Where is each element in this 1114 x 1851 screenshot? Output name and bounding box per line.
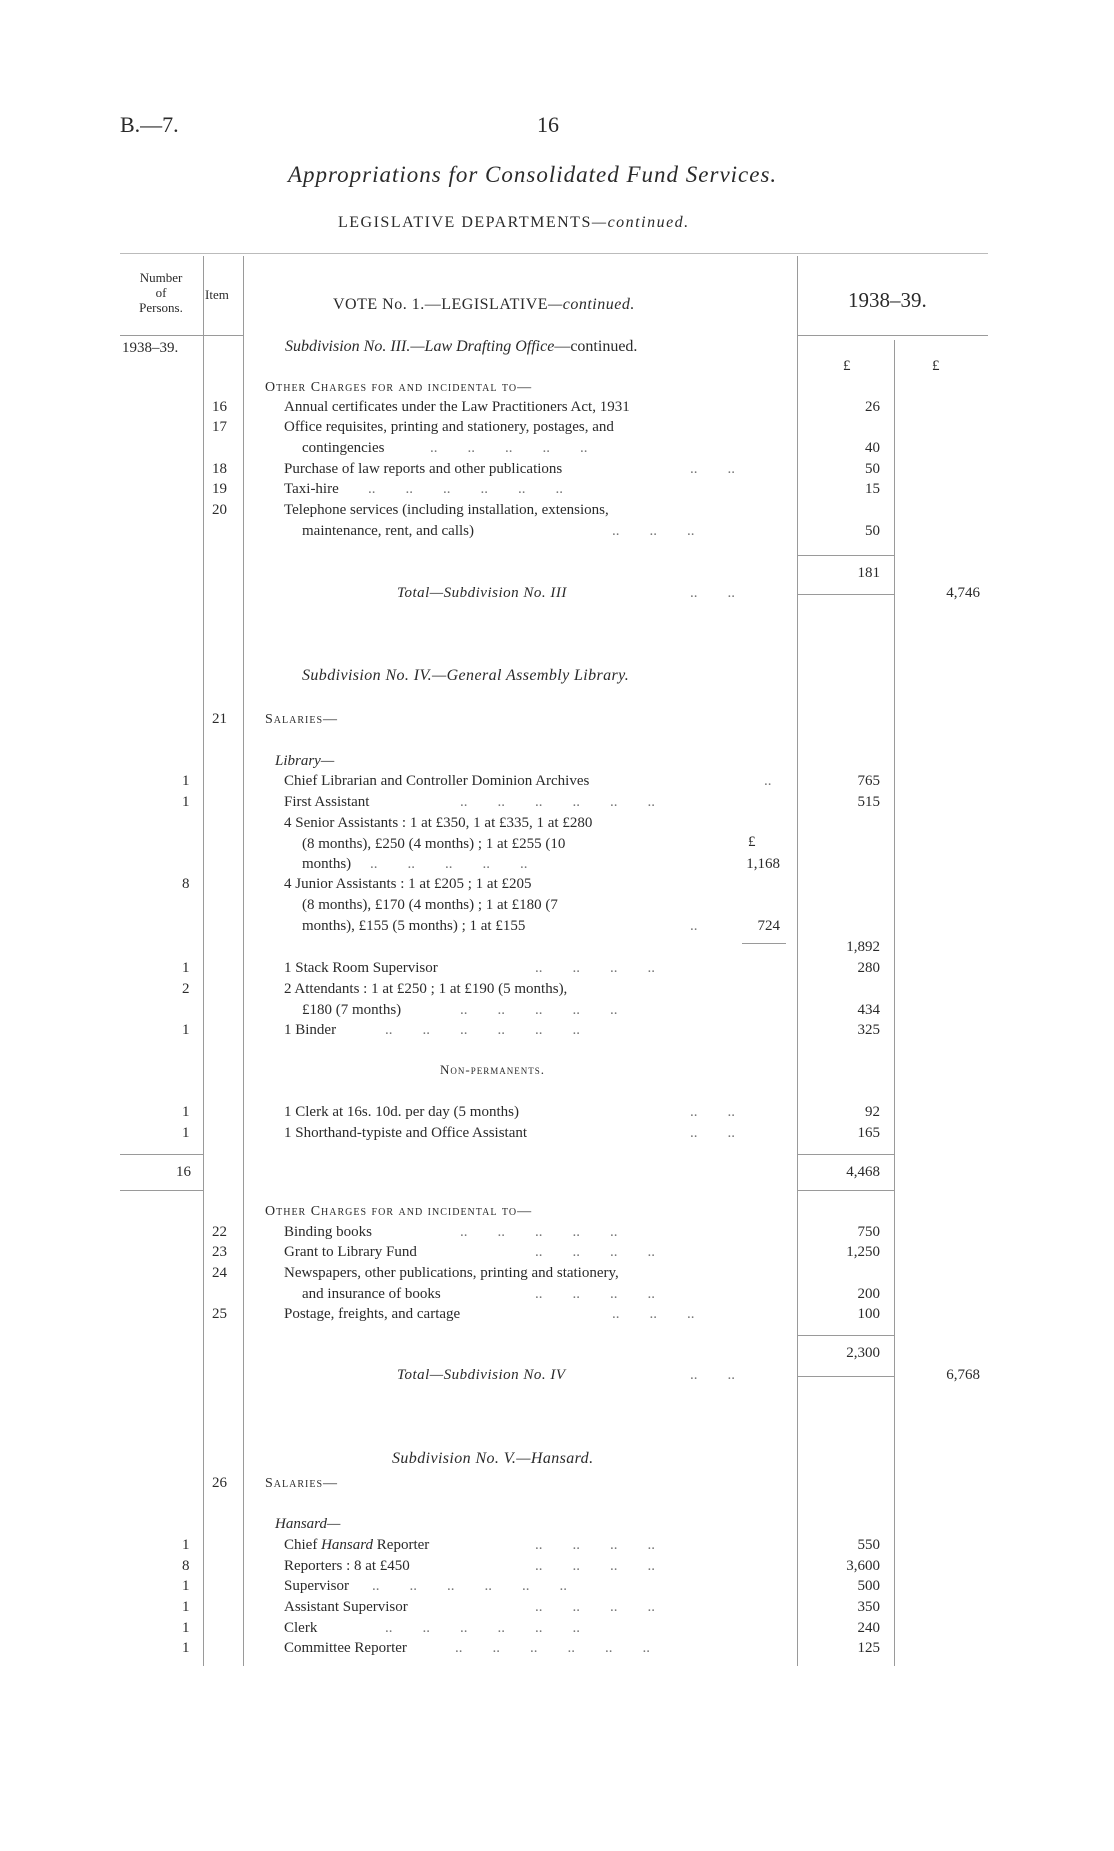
head-rule-left [120, 335, 243, 336]
amount-assistant-supervisor: 350 [857, 1599, 880, 1615]
vote-title: VOTE No. 1.—LEGISLATIVE—continued. [333, 296, 635, 313]
item-22: 22 [212, 1224, 227, 1240]
document-ref: B.—7. [120, 112, 179, 137]
sub3-line-17b: contingencies [302, 440, 385, 456]
sub3-total-label: Total—Subdivision No. III [397, 585, 567, 601]
leader-dots: .. .. [690, 585, 735, 601]
amount-16: 26 [865, 399, 880, 415]
amount-23: 1,250 [846, 1244, 880, 1260]
leader-dots: .. .. .. .. .. .. [385, 1620, 580, 1636]
sub5-heading: Subdivision No. V.—Hansard. [392, 1450, 594, 1467]
persons-reporters: 8 [182, 1558, 190, 1574]
amount-18: 50 [865, 461, 880, 477]
inner-junior: 724 [757, 918, 780, 934]
subtotal-rule [797, 1376, 894, 1377]
sub4-chief-librarian: Chief Librarian and Controller Dominion Archives [284, 773, 590, 789]
amount-supervisor: 500 [857, 1578, 880, 1594]
leader-dots: .. .. [690, 1125, 735, 1141]
inner-pound: £ [748, 834, 756, 850]
leader-dots: .. .. .. .. [535, 1599, 655, 1615]
leader-dots: .. [764, 773, 772, 789]
amount-column-rule [797, 256, 798, 1666]
page-number: 16 [537, 112, 559, 137]
sub4-stack-room: 1 Stack Room Supervisor [284, 960, 438, 976]
leader-dots: .. .. .. .. [535, 1537, 655, 1553]
persons-clerk: 1 [182, 1104, 190, 1120]
leader-dots: .. .. .. .. [535, 1286, 655, 1302]
leader-dots: .. .. .. .. .. .. [368, 481, 563, 497]
item-25: 25 [212, 1306, 227, 1322]
sub5-salaries: Salaries— [265, 1476, 339, 1491]
pound-col1: £ [843, 358, 851, 374]
item-20: 20 [212, 502, 227, 518]
persons-year: 1938–39. [122, 340, 179, 356]
sub4-grant: Grant to Library Fund [284, 1244, 417, 1260]
sub4-senior-a: 4 Senior Assistants : 1 at £350, 1 at £335, 1 at £280 [284, 815, 593, 831]
sub5-hansard: Hansard— [275, 1516, 341, 1532]
sub4-newspapers-b: and insurance of books [302, 1286, 441, 1302]
amount-20: 50 [865, 523, 880, 539]
sub3-subtotal: 181 [857, 565, 880, 581]
sub4-total-label: Total—Subdivision No. IV [397, 1367, 566, 1383]
persons-stack-room: 1 [182, 960, 190, 976]
sub3-line-19: Taxi-hire [284, 481, 339, 497]
item-17: 17 [212, 419, 227, 435]
sub4-first-assistant: First Assistant [284, 794, 370, 810]
item-column-rule [243, 256, 244, 1666]
persons-supervisor: 1 [182, 1578, 190, 1594]
total-column-rule [894, 340, 895, 1666]
sub5-reporters: Reporters : 8 at £450 [284, 1558, 410, 1574]
sub4-junior-b: (8 months), £170 (4 months) ; 1 at £180 (7 [302, 897, 558, 913]
persons-committee-reporter: 1 [182, 1640, 190, 1656]
head-rule-right [797, 335, 988, 336]
persons-total: 16 [176, 1164, 191, 1180]
amount-assistants: 1,892 [846, 939, 880, 955]
sub3-other-charges: Other Charges for and incidental to— [265, 380, 533, 395]
item-24: 24 [212, 1265, 227, 1281]
item-header: Item [205, 287, 229, 302]
leader-dots: .. .. .. .. .. [460, 1002, 618, 1018]
sub5-assistant-supervisor: Assistant Supervisor [284, 1599, 408, 1615]
leader-dots: .. .. .. .. .. .. [455, 1640, 650, 1656]
persons-column-rule [203, 256, 204, 1666]
sub4-salaries: Salaries— [265, 712, 339, 727]
sub4-other-charges: Other Charges for and incidental to— [265, 1204, 533, 1219]
amount-first-assistant: 515 [857, 794, 880, 810]
amount-19: 15 [865, 481, 880, 497]
persons-attendants: 2 [182, 981, 190, 997]
amount-typiste: 165 [857, 1125, 880, 1141]
leader-dots: .. .. .. .. .. [460, 1224, 618, 1240]
amount-22: 750 [857, 1224, 880, 1240]
page-title: Appropriations for Consolidated Fund Services. [288, 162, 778, 187]
leader-dots: .. .. .. .. .. .. [460, 794, 655, 810]
sub3-line-20a: Telephone services (including installation, extensions, [284, 502, 609, 518]
sub4-binding: Binding books [284, 1224, 372, 1240]
pound-col2: £ [932, 358, 940, 374]
persons-total-rule [120, 1190, 203, 1191]
persons-binder: 1 [182, 1022, 190, 1038]
item-19: 19 [212, 481, 227, 497]
section-continued: —continued. [591, 214, 690, 231]
leader-dots: .. .. [690, 461, 735, 477]
sub4-typiste: 1 Shorthand-typiste and Office Assistant [284, 1125, 528, 1141]
persons-chief-reporter: 1 [182, 1537, 190, 1553]
subtotal-rule [797, 594, 894, 595]
leader-dots: .. .. .. .. .. [370, 856, 528, 872]
sub3-line-16: Annual certificates under the Law Practitioners Act, 1931 [284, 399, 630, 415]
salaries-total-rule [797, 1154, 894, 1155]
leader-dots: .. .. .. .. .. .. [385, 1022, 580, 1038]
subtotal-rule [797, 1335, 894, 1336]
sub4-senior-c: months) [302, 856, 352, 872]
amount-24: 200 [857, 1286, 880, 1302]
section-title: LEGISLATIVE DEPARTMENTS [338, 214, 592, 231]
amount-committee-reporter: 125 [857, 1640, 880, 1656]
amount-stack-room: 280 [857, 960, 880, 976]
sub4-total: 6,768 [946, 1367, 980, 1383]
amount-25: 100 [857, 1306, 880, 1322]
sub5-clerk: Clerk [284, 1620, 318, 1636]
persons-typiste: 1 [182, 1125, 190, 1141]
amount-hansard-clerk: 240 [857, 1620, 880, 1636]
leader-dots: .. [690, 918, 698, 934]
persons-assistants: 8 [182, 876, 190, 892]
amount-binder: 325 [857, 1022, 880, 1038]
amount-chief-reporter: 550 [857, 1537, 880, 1553]
sub3-line-17a: Office requisites, printing and stationery, postages, and [284, 419, 614, 435]
sub4-junior-a: 4 Junior Assistants : 1 at £205 ; 1 at £205 [284, 876, 532, 892]
sub3-total: 4,746 [946, 585, 980, 601]
amount-clerk: 92 [865, 1104, 880, 1120]
persons-hansard-clerk: 1 [182, 1620, 190, 1636]
sub4-attendants-a: 2 Attendants : 1 at £250 ; 1 at £190 (5 months), [284, 981, 568, 997]
leader-dots: .. .. .. [612, 1306, 695, 1322]
sub3-line-20b: maintenance, rent, and calls) [302, 523, 475, 539]
sub4-attendants-b: £180 (7 months) [302, 1002, 402, 1018]
sub5-supervisor: Supervisor [284, 1578, 349, 1594]
persons-chief-librarian: 1 [182, 773, 190, 789]
sub4-clerk: 1 Clerk at 16s. 10d. per day (5 months) [284, 1104, 519, 1120]
sub4-senior-b: (8 months), £250 (4 months) ; 1 at £255 (10 [302, 836, 566, 852]
sub5-committee-reporter: Committee Reporter [284, 1640, 407, 1656]
sub4-library: Library— [275, 753, 335, 769]
inner-senior: 1,168 [746, 856, 780, 872]
leader-dots: .. .. .. .. [535, 1558, 655, 1574]
item-18: 18 [212, 461, 227, 477]
item-16: 16 [212, 399, 227, 415]
item-21: 21 [212, 711, 227, 727]
sub4-non-permanents: Non-permanents. [440, 1062, 545, 1077]
subtotal-rule [797, 555, 894, 556]
leader-dots: .. .. .. .. [535, 960, 655, 976]
amount-salaries-total: 4,468 [846, 1164, 880, 1180]
amount-17: 40 [865, 440, 880, 456]
sub4-junior-c: months), £155 (5 months) ; 1 at £155 [302, 918, 526, 934]
persons-assistant-supervisor: 1 [182, 1599, 190, 1615]
sub3-line-18: Purchase of law reports and other publications [284, 461, 563, 477]
leader-dots: .. .. .. [612, 523, 695, 539]
item-26: 26 [212, 1475, 227, 1491]
leader-dots: .. .. [690, 1367, 735, 1383]
leader-dots: .. .. .. .. .. [430, 440, 588, 456]
persons-header: Number of Persons. [139, 270, 183, 315]
sub4-subtotal: 2,300 [846, 1345, 880, 1361]
item-23: 23 [212, 1244, 227, 1260]
persons-total-rule [120, 1154, 203, 1155]
amount-attendants: 434 [857, 1002, 880, 1018]
table-top-rule [120, 253, 988, 254]
salaries-total-rule [797, 1190, 894, 1191]
sub4-newspapers-a: Newspapers, other publications, printing and stationery, [284, 1265, 619, 1281]
sub4-binder: 1 Binder [284, 1022, 337, 1038]
amount-chief-librarian: 765 [857, 773, 880, 789]
leader-dots: .. .. .. .. [535, 1244, 655, 1260]
sub4-postage: Postage, freights, and cartage [284, 1306, 461, 1322]
sub5-chief-reporter: Chief Hansard Reporter [284, 1537, 430, 1553]
sub4-heading: Subdivision No. IV.—General Assembly Library. [302, 667, 630, 684]
section-heading [338, 214, 690, 232]
leader-dots: .. .. [690, 1104, 735, 1120]
year-header: 1938–39. [848, 288, 927, 312]
amount-reporters: 3,600 [846, 1558, 880, 1574]
persons-first-assistant: 1 [182, 794, 190, 810]
inner-rule [742, 943, 786, 944]
sub3-heading: Subdivision No. III.—Law Drafting Office—continued. [285, 338, 638, 355]
leader-dots: .. .. .. .. .. .. [372, 1578, 567, 1594]
